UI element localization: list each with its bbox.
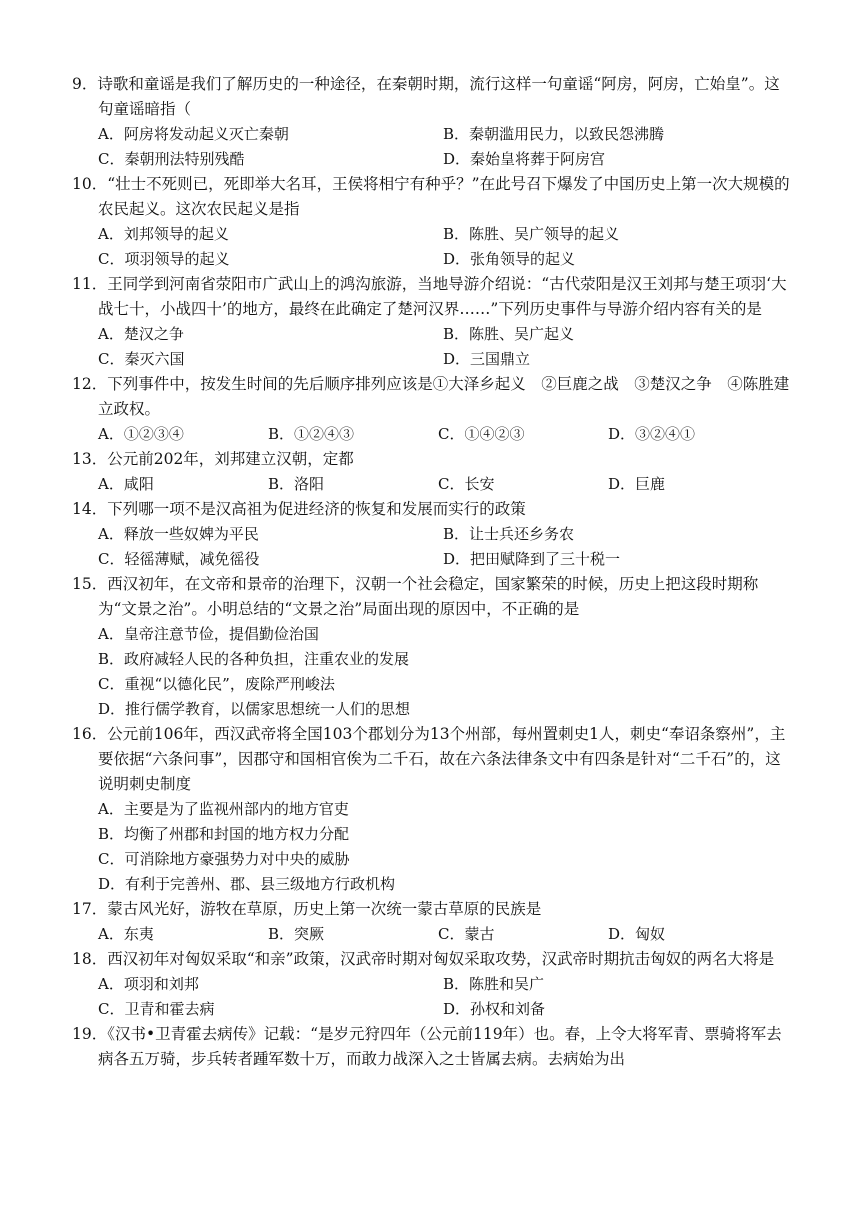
option-list — [72, 422, 792, 447]
option-list — [72, 472, 792, 497]
answer-option: D．③②④① — [608, 425, 696, 443]
answer-option: C．轻徭薄赋，减免徭役 — [98, 550, 260, 568]
answer-option: D．匈奴 — [608, 925, 666, 943]
answer-option: D．推行儒学教育，以儒家思想统一人们的思想 — [98, 700, 411, 718]
answer-option: A．项羽和刘邦 — [98, 975, 199, 993]
answer-option: C．秦灭六国 — [98, 350, 185, 368]
option-list — [72, 322, 792, 372]
question-block — [72, 497, 792, 572]
question-block — [72, 272, 792, 372]
answer-option: B．突厥 — [268, 925, 325, 943]
answer-option: A．楚汉之争 — [98, 325, 184, 343]
answer-option: B．秦朝滥用民力，以致民怨沸腾 — [443, 125, 665, 143]
question-block — [72, 897, 792, 947]
option-list — [72, 522, 792, 572]
answer-option: B．陈胜、吴广起义 — [443, 325, 575, 343]
answer-option: A．释放一些奴婢为平民 — [98, 525, 259, 543]
question-stem: 11．王同学到河南省荥阳市广武山上的鸿沟旅游，当地导游介绍说：“古代荥阳是汉王刘邦与楚王项羽‘大战七十，小战四十’的地方，最终在此确定了楚河汉界……”下列历史事件与导游介绍内容有关的是 — [72, 275, 787, 318]
question-stem: 14．下列哪一项不是汉高祖为促进经济的恢复和发展而实行的政策 — [72, 500, 526, 518]
answer-option: B．①②④③ — [268, 425, 355, 443]
question-block — [72, 172, 792, 272]
answer-option: C．项羽领导的起义 — [98, 250, 230, 268]
option-list — [72, 797, 792, 897]
answer-option: B．洛阳 — [268, 475, 325, 493]
option-list — [72, 122, 792, 172]
answer-option: B．均衡了州郡和封国的地方权力分配 — [98, 825, 350, 843]
answer-option: C．重视“以德化民”，废除严刑峻法 — [98, 675, 335, 693]
question-block — [72, 372, 792, 447]
question-stem: 10．“壮士不死则已，死即举大名耳，王侯将相宁有种乎？”在此号召下爆发了中国历史上第一次大规模的农民起义。这次农民起义是指 — [72, 175, 790, 218]
question-stem: 9．诗歌和童谣是我们了解历史的一种途径，在秦朝时期，流行这样一句童谣“阿房，阿房，亡始皇”。这句童谣暗指（ — [72, 75, 780, 118]
answer-option: A．咸阳 — [98, 475, 154, 493]
answer-option: B．政府减轻人民的各种负担，注重农业的发展 — [98, 650, 410, 668]
answer-option: D．把田赋降到了三十税一 — [443, 550, 621, 568]
question-block — [72, 72, 792, 172]
answer-option: D．有利于完善州、郡、县三级地方行政机构 — [98, 875, 396, 893]
answer-option: C．蒙古 — [438, 925, 495, 943]
question-block — [72, 447, 792, 497]
question-stem: 18．西汉初年对匈奴采取“和亲”政策，汉武帝时期对匈奴采取攻势，汉武帝时期抗击匈奴的两名大将是 — [72, 950, 775, 968]
answer-option: D．孙权和刘备 — [443, 1000, 546, 1018]
answer-option: A．①②③④ — [98, 425, 184, 443]
answer-option: D．张角领导的起义 — [443, 250, 576, 268]
question-block — [72, 947, 792, 1022]
option-list — [72, 972, 792, 1022]
answer-option: D．秦始皇将葬于阿房宫 — [443, 150, 606, 168]
question-stem: 12．下列事件中，按发生时间的先后顺序排列应该是①大泽乡起义 ②巨鹿之战 ③楚汉之争 ④陈胜建立政权。 — [72, 375, 790, 418]
answer-option: A．刘邦领导的起义 — [98, 225, 229, 243]
exam-page — [72, 72, 792, 1072]
option-list — [72, 222, 792, 272]
option-list — [72, 622, 792, 722]
answer-option: B．让士兵还乡务农 — [443, 525, 575, 543]
answer-option: C．秦朝刑法特别残酷 — [98, 150, 245, 168]
question-stem: 19．《汉书•卫青霍去病传》记载：“是岁元狩四年（公元前119年）也。春，上令大将军青、票骑将军去病各五万骑，步兵转者踵军数十万，而敢力战深入之士皆属去病。去病始为出 — [72, 1025, 782, 1068]
question-block — [72, 572, 792, 722]
answer-option: D．巨鹿 — [608, 475, 666, 493]
answer-option: D．三国鼎立 — [443, 350, 531, 368]
answer-option: A．主要是为了监视州部内的地方官吏 — [98, 800, 349, 818]
question-block — [72, 722, 792, 897]
question-stem: 17．蒙古风光好，游牧在草原，历史上第一次统一蒙古草原的民族是 — [72, 900, 542, 918]
question-block — [72, 1022, 792, 1072]
answer-option: C．卫青和霍去病 — [98, 1000, 215, 1018]
option-list — [72, 922, 792, 947]
question-stem: 15．西汉初年，在文帝和景帝的治理下，汉朝一个社会稳定，国家繁荣的时候，历史上把这段时期称为“文景之治”。小明总结的“文景之治”局面出现的原因中，不正确的是 — [72, 575, 759, 618]
answer-option: B．陈胜、吴广领导的起义 — [443, 225, 620, 243]
answer-option: B．陈胜和吴广 — [443, 975, 545, 993]
question-stem: 16．公元前106年，西汉武帝将全国103个郡划分为13个州部，每州置刺史1人，刺史“奉诏条察州”，主要依据“六条问事”，因郡守和国相官俟为二千石，故在六条法律条文中有四条是针对“二千石”的，这说明刺史制度 — [72, 725, 786, 793]
question-stem: 13．公元前202年，刘邦建立汉朝，定都 — [72, 450, 354, 468]
answer-option: A．阿房将发动起义灭亡秦朝 — [98, 125, 289, 143]
answer-option: C．可消除地方豪强势力对中央的威胁 — [98, 850, 350, 868]
answer-option: C．①④②③ — [438, 425, 525, 443]
answer-option: A．皇帝注意节俭，提倡勤俭治国 — [98, 625, 319, 643]
answer-option: A．东夷 — [98, 925, 154, 943]
answer-option: C．长安 — [438, 475, 495, 493]
